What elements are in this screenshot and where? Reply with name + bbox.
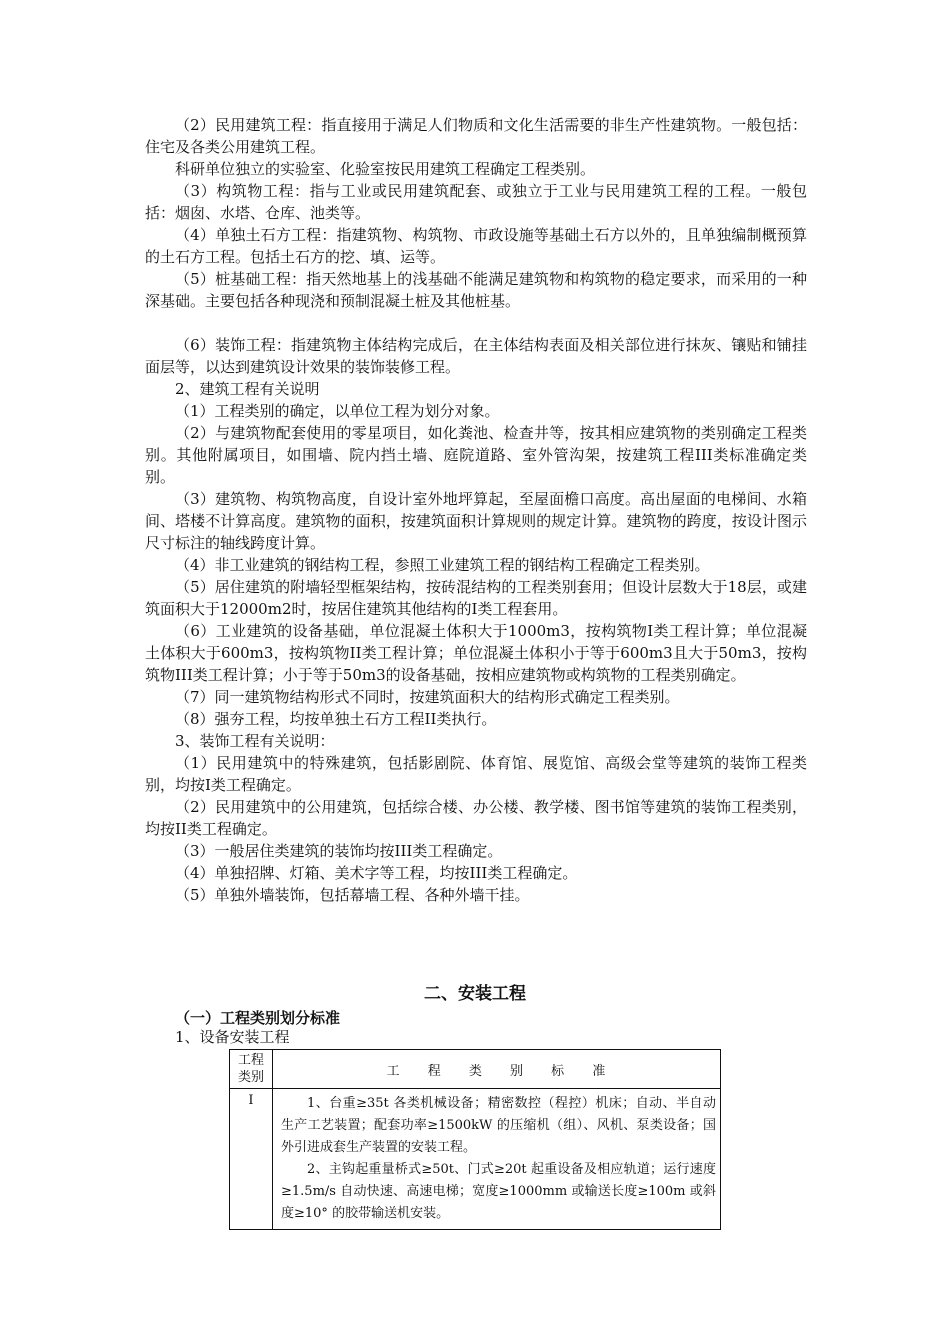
paragraph: （4）单独招牌、灯箱、美术字等工程，均按III类工程确定。 [175,864,578,882]
paragraph: 3、装饰工程有关说明： [175,732,335,750]
subsection-title: （一）工程类别划分标准 [175,1009,341,1027]
header-standard: 工 程 类 别 标 准 [273,1050,721,1089]
header-category-line1: 工程 [237,1053,264,1068]
paragraph: （3）建筑物、构筑物高度，自设计室外地坪算起，至屋面檐口高度。高出屋面的电梯间、水箱间、塔楼不计算高度。建筑物的面积，按建筑面积计算规则的规定计算。建筑物的跨度，按设计图示尺寸标注的轴线跨度计算。 [145,490,807,552]
header-category [230,1050,273,1089]
category-cell: I [230,1089,273,1230]
paragraph: （6）工业建筑的设备基础，单位混凝土体积大于1000m3，按构筑物I类工程计算；单位混凝土体积大于600m3，按构筑物II类工程计算；单位混凝土体积小于等于600m3且大于50m3，按构筑物III类工程计算；小于等于50m3的设备基础，按相应建筑物或构筑物的工程类别确定。 [145,622,807,684]
paragraph: （4）单独土石方工程：指建筑物、构筑物、市政设施等基础土石方以外的，且单独编制概预算的土石方工程。包括土石方的挖、填、运等。 [145,226,807,266]
section-title: 二、安装工程 [424,984,526,1004]
header-category-line2: 类别 [237,1070,264,1085]
paragraph: （5）单独外墙装饰，包括幕墙工程、各种外墙干挂。 [175,886,530,904]
paragraph: （2）民用建筑中的公用建筑，包括综合楼、办公楼、教学楼、图书馆等建筑的装饰工程类别，均按II类工程确定。 [145,798,807,838]
paragraph: （2）与建筑物配套使用的零星项目，如化粪池、检查井等，按其相应建筑物的类别确定工程类别。其他附属项目，如围墙、院内挡土墙、庭院道路、室外管沟架，按建筑工程III类标准确定类别。 [145,424,807,486]
classification-table [229,1049,721,1230]
subsection-item: 1、设备安装工程 [175,1028,290,1046]
paragraph: （6）装饰工程：指建筑物主体结构完成后，在主体结构表面及相关部位进行抹灰、镶贴和铺挂面层等，以达到建筑设计效果的装饰装修工程。 [145,336,807,376]
paragraph: （3）构筑物工程：指与工业或民用建筑配套、或独立于工业与民用建筑工程的工程。一般包括：烟囱、水塔、仓库、池类等。 [145,182,807,222]
table-body [230,1089,721,1230]
paragraph: （5）居住建筑的附墙轻型框架结构，按砖混结构的工程类别套用；但设计层数大于18层，或建筑面积大于12000m2时，按居住建筑其他结构的I类工程套用。 [145,578,807,618]
paragraph: （1）民用建筑中的特殊建筑，包括影剧院、体育馆、展览馆、高级会堂等建筑的装饰工程类别，均按I类工程确定。 [145,754,807,794]
paragraph: （8）强夯工程，均按单独土石方工程II类执行。 [175,710,497,728]
paragraph: 2、建筑工程有关说明 [175,380,320,398]
body-text [145,114,807,906]
paragraph: 科研单位独立的实验室、化验室按民用建筑工程确定工程类别。 [175,160,596,178]
standard-paragraph: 1、台重≥35t 各类机械设备；精密数控（程控）机床；自动、半自动生产工艺装置；配套功率≥1500kW 的压缩机（组）、风机、泵类设备；国外引进成套生产装置的安装工程。 [281,1096,716,1155]
table-header-row [230,1050,721,1089]
paragraph: （5）桩基础工程：指天然地基上的浅基础不能满足建筑物和构筑物的稳定要求，而采用的一种深基础。主要包括各种现浇和预制混凝土桩及其他桩基。 [145,270,807,310]
paragraph: （2）民用建筑工程：指直接用于满足人们物质和文化生活需要的非生产性建筑物。一般包括：住宅及各类公用建筑工程。 [145,116,807,156]
table-row [230,1089,721,1230]
paragraph: （4）非工业建筑的钢结构工程，参照工业建筑工程的钢结构工程确定工程类别。 [175,556,710,574]
paragraph: （7）同一建筑物结构形式不同时，按建筑面积大的结构形式确定工程类别。 [175,688,680,706]
standard-cell [273,1089,721,1230]
standard-paragraph: 2、主钩起重量桥式≥50t、门式≥20t 起重设备及相应轨道；运行速度≥1.5m/s 自动快速、高速电梯；宽度≥1000mm 或输送长度≥100m 或斜度≥10° 的胶带输送机安装。 [281,1162,716,1221]
paragraph: （1）工程类别的确定，以单位工程为划分对象。 [175,402,500,420]
paragraph: （3）一般居住类建筑的装饰均按III类工程确定。 [175,842,503,860]
